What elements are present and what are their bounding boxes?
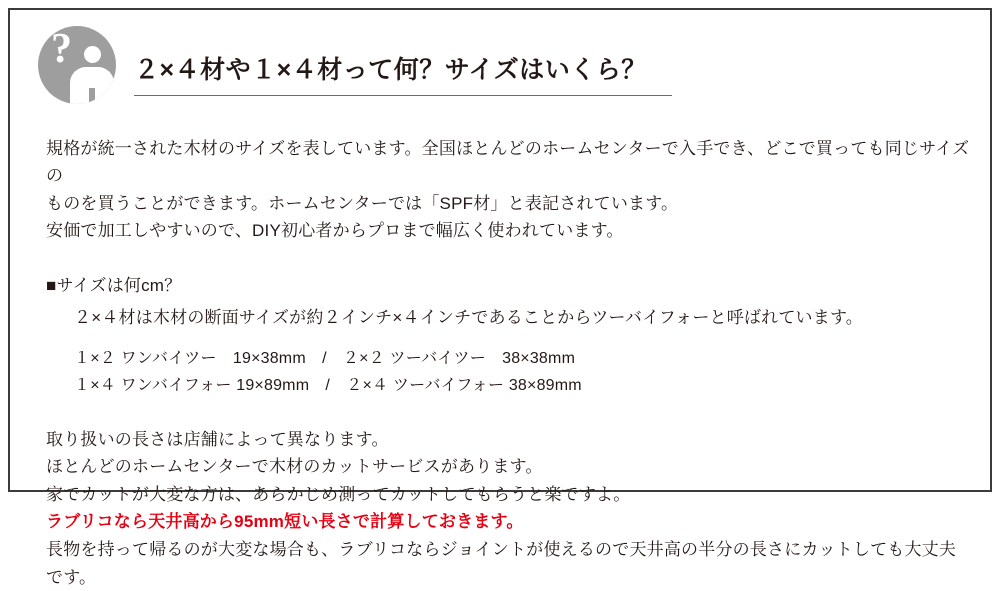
spec-row: １×４ ワンバイフォー 19×89mm / ２×４ ツーバイフォー 38×89mm xyxy=(74,377,582,395)
page-title: ２×４材や１×４材って何？サイズはいくら？ xyxy=(134,55,672,96)
note-line-highlight: ラブリコなら天井高から95mm短い長さで計算しておきます。 xyxy=(46,512,524,532)
question-person-icon xyxy=(38,26,116,104)
intro-line-1: 規格が統一された木材のサイズを表しています。全国ほとんどのホームセンターで入手でき、どこで買っても同じサイズの xyxy=(46,138,970,186)
section-heading: ■サイズは何cm？ xyxy=(46,275,182,295)
header xyxy=(32,26,972,113)
spec-row: １×２ ワンバイツー 19×38mm / ２×２ ツーバイツー 38×38mm xyxy=(74,349,576,367)
person-head-shape xyxy=(84,46,101,63)
content-frame xyxy=(8,8,992,587)
section-description: ２×４材は木材の断面サイズが約２インチ×４インチであることからツーバイフォーと呼ばれています。 xyxy=(74,307,863,327)
intro-paragraph xyxy=(32,135,972,245)
intro-line-3: 安価で加工しやすいので、DIY初心者からプロまで幅広く使われています。 xyxy=(46,221,624,241)
person-leg-split xyxy=(89,88,95,104)
content-inner xyxy=(10,10,994,587)
note-line: 取り扱いの長さは店舗によって異なります。 xyxy=(46,429,389,449)
note-line: ほとんどのホームセンターで木材のカットサービスがあります。 xyxy=(46,457,543,477)
note-line: 長物を持って帰るのが大変な場合も、ラブリコならジョイントが使えるので天井高の半分の長さにカットしても大丈夫です。 xyxy=(46,539,957,587)
title-wrap xyxy=(116,26,972,113)
note-line: 家でカットが大変な方は、あらかじめ測ってカットしてもらうと楽ですよ。 xyxy=(46,484,631,504)
intro-line-2: ものを買うことができます。ホームセンターでは「SPF材」と表記されています。 xyxy=(46,193,679,213)
notes-block xyxy=(32,426,972,591)
spec-list xyxy=(32,345,972,400)
question-mark-glyph: ? xyxy=(51,26,72,72)
